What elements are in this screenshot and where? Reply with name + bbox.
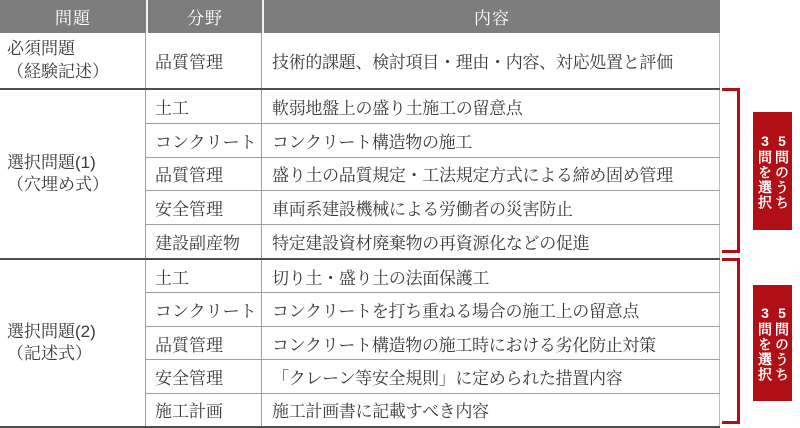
content-cell: 盛り土の品質規定・工法規定方式による締め固め管理 [262,158,720,191]
table-row [146,359,720,392]
selection-bracket-2 [722,258,740,424]
content-cell: 軟弱地盤上の盛り土施工の留意点 [262,90,720,123]
problem-cell [0,33,146,88]
selection-note-line1: 5問のうち [774,304,790,382]
table-header-row [0,0,720,33]
table-body [0,33,720,428]
field-cell: コンクリート [146,293,262,325]
selection-note-line2: 3問を選択 [757,304,773,382]
content-cell: 特定建設資材廃棄物の再資源化などの促進 [262,225,720,258]
selection-note-line2: 3問を選択 [757,132,773,210]
content-cell: コンクリート構造物の施工 [262,124,720,157]
header-cell-content: 内容 [262,0,720,33]
table-row [146,123,720,157]
group-rows [146,260,720,426]
selection-note-line1: 5問のうち [774,132,790,210]
table-row [146,292,720,325]
content-cell: 切り土・盛り土の法面保護工 [262,260,720,292]
field-cell: 施工計画 [146,394,262,426]
field-cell: 土工 [146,90,262,123]
content-cell: コンクリート構造物の施工時における劣化防止対策 [262,327,720,359]
group-required-question [0,33,720,88]
group-rows [146,33,720,88]
content-cell: 技術的課題、検討項目・理由・内容、対応処置と評価 [262,33,720,88]
field-cell: 安全管理 [146,191,262,224]
content-cell: 施工計画書に記載すべき内容 [262,394,720,426]
problem-label-line2: （経験記述） [7,61,109,81]
problem-label-line1: 選択問題(1) [7,152,96,172]
problem-label-line1: 必須問題 [7,39,75,59]
problem-label-line2: （記述式） [7,344,92,363]
table-row [146,260,720,292]
header-cell-field: 分野 [146,0,262,33]
table-row [146,224,720,258]
field-cell: 建設副産物 [146,225,262,258]
problem-label-line2: （穴埋め式） [7,175,109,194]
field-cell: 品質管理 [146,327,262,359]
selection-note-1 [753,112,792,230]
problem-cell [0,260,146,426]
field-cell: 品質管理 [146,158,262,191]
problem-label-line1: 選択問題(2) [7,321,96,341]
table-row [146,326,720,359]
problem-cell [0,90,146,258]
header-cell-problem: 問題 [55,9,91,28]
table-row [146,190,720,224]
content-cell: 車両系建設機械による労働者の災害防止 [262,191,720,224]
table-row [146,33,720,88]
content-cell: コンクリートを打ち重ねる場合の施工上の留意点 [262,293,720,325]
table-row [146,393,720,426]
selection-bracket-1 [722,88,740,253]
field-cell: 安全管理 [146,360,262,392]
table-row [146,157,720,191]
selection-note-2 [753,285,792,401]
group-selection-question-2 [0,258,720,426]
group-rows [146,90,720,258]
group-selection-question-1 [0,88,720,258]
field-cell: コンクリート [146,124,262,157]
field-cell: 土工 [146,260,262,292]
table-row [146,90,720,123]
field-cell: 品質管理 [146,33,262,88]
content-cell: 「クレーン等安全規則」に定められた措置内容 [262,360,720,392]
